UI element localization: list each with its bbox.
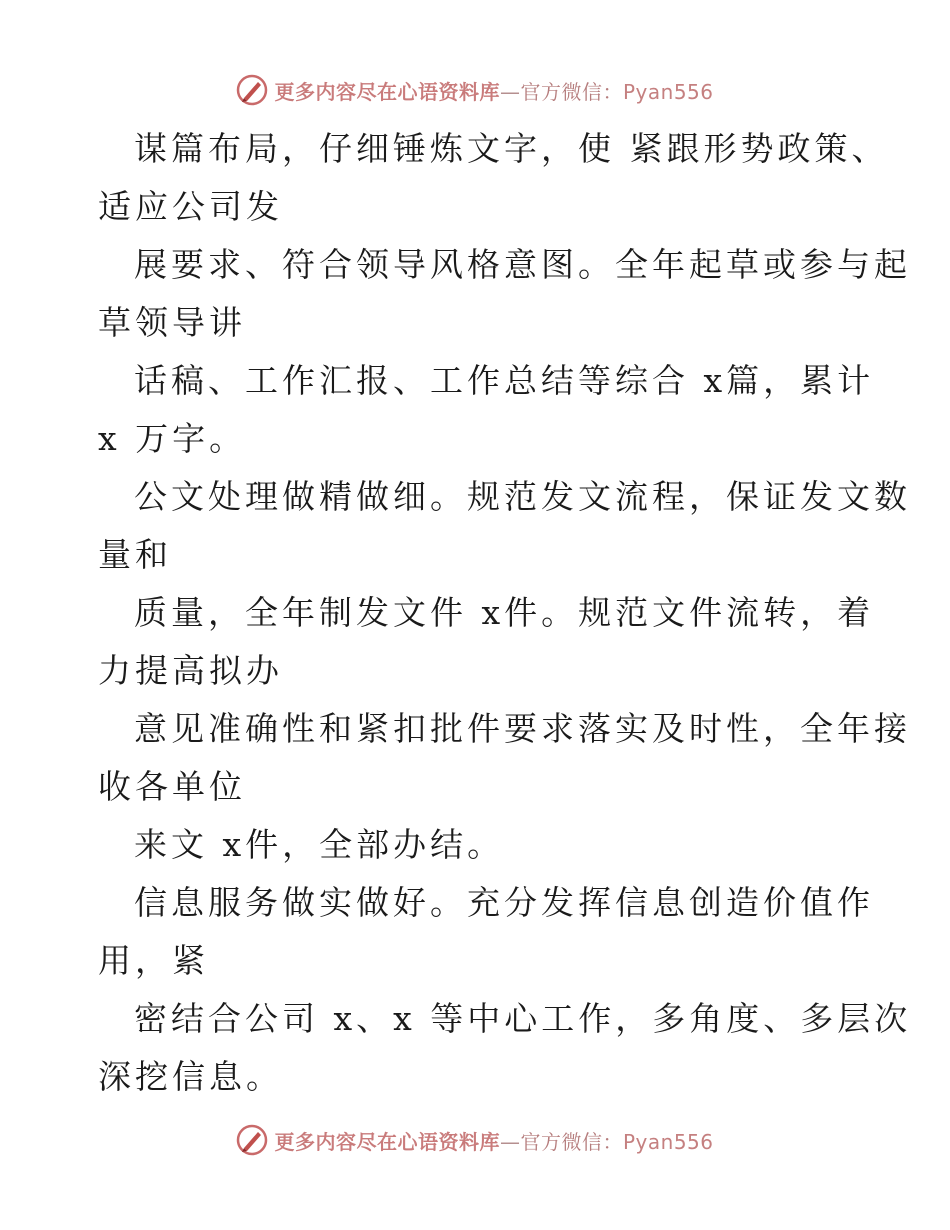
- body-line: 展要求、符合领导风格意图。全年起草或参与起: [134, 245, 911, 284]
- footer-wechat-id: Pyan556: [622, 1129, 714, 1154]
- header-dash: —: [499, 79, 521, 104]
- footer-dash: —: [499, 1129, 521, 1154]
- footer-brand: 更多内容尽在心语资料库: [274, 1129, 500, 1154]
- body-line: x 万字。: [98, 419, 247, 458]
- body-line: 公文处理做精做细。规范发文流程，保证发文数: [134, 477, 911, 516]
- body-line: 深挖信息。: [98, 1057, 283, 1096]
- body-line: 话稿、工作汇报、工作总结等综合 x篇，累计: [134, 361, 875, 400]
- body-line: 力提高拟办: [98, 651, 283, 690]
- body-line: 信息服务做实做好。充分发挥信息创造价值作: [134, 883, 874, 922]
- body-line: 用，紧: [98, 941, 209, 980]
- pen-logo-icon: [236, 1124, 268, 1156]
- body-line: 意见准确性和紧扣批件要求落实及时性，全年接: [134, 709, 911, 748]
- header-wechat-id: Pyan556: [622, 79, 714, 104]
- pen-logo-icon: [236, 74, 268, 106]
- header-banner: [0, 72, 950, 108]
- header-wechat-label: 官方微信：: [520, 79, 623, 104]
- footer-wechat-label: 官方微信：: [520, 1129, 623, 1154]
- body-line: 谋篇布局，仔细锤炼文字，使 紧跟形势政策、: [134, 129, 889, 168]
- document-body: [98, 120, 912, 1106]
- footer-banner-text: [274, 1126, 713, 1155]
- footer-banner: [0, 1122, 950, 1158]
- body-line: 密结合公司 x、x 等中心工作，多角度、多层次: [134, 999, 912, 1038]
- header-brand: 更多内容尽在心语资料库: [274, 79, 500, 104]
- body-line: 草领导讲: [98, 303, 246, 342]
- header-banner-text: [274, 76, 713, 105]
- body-line: 来文 x件，全部办结。: [134, 825, 505, 864]
- body-line: 适应公司发: [98, 187, 283, 226]
- body-line: 质量，全年制发文件 x件。规范文件流转，着: [134, 593, 875, 632]
- body-line: 收各单位: [98, 767, 246, 806]
- body-line: 量和: [98, 535, 172, 574]
